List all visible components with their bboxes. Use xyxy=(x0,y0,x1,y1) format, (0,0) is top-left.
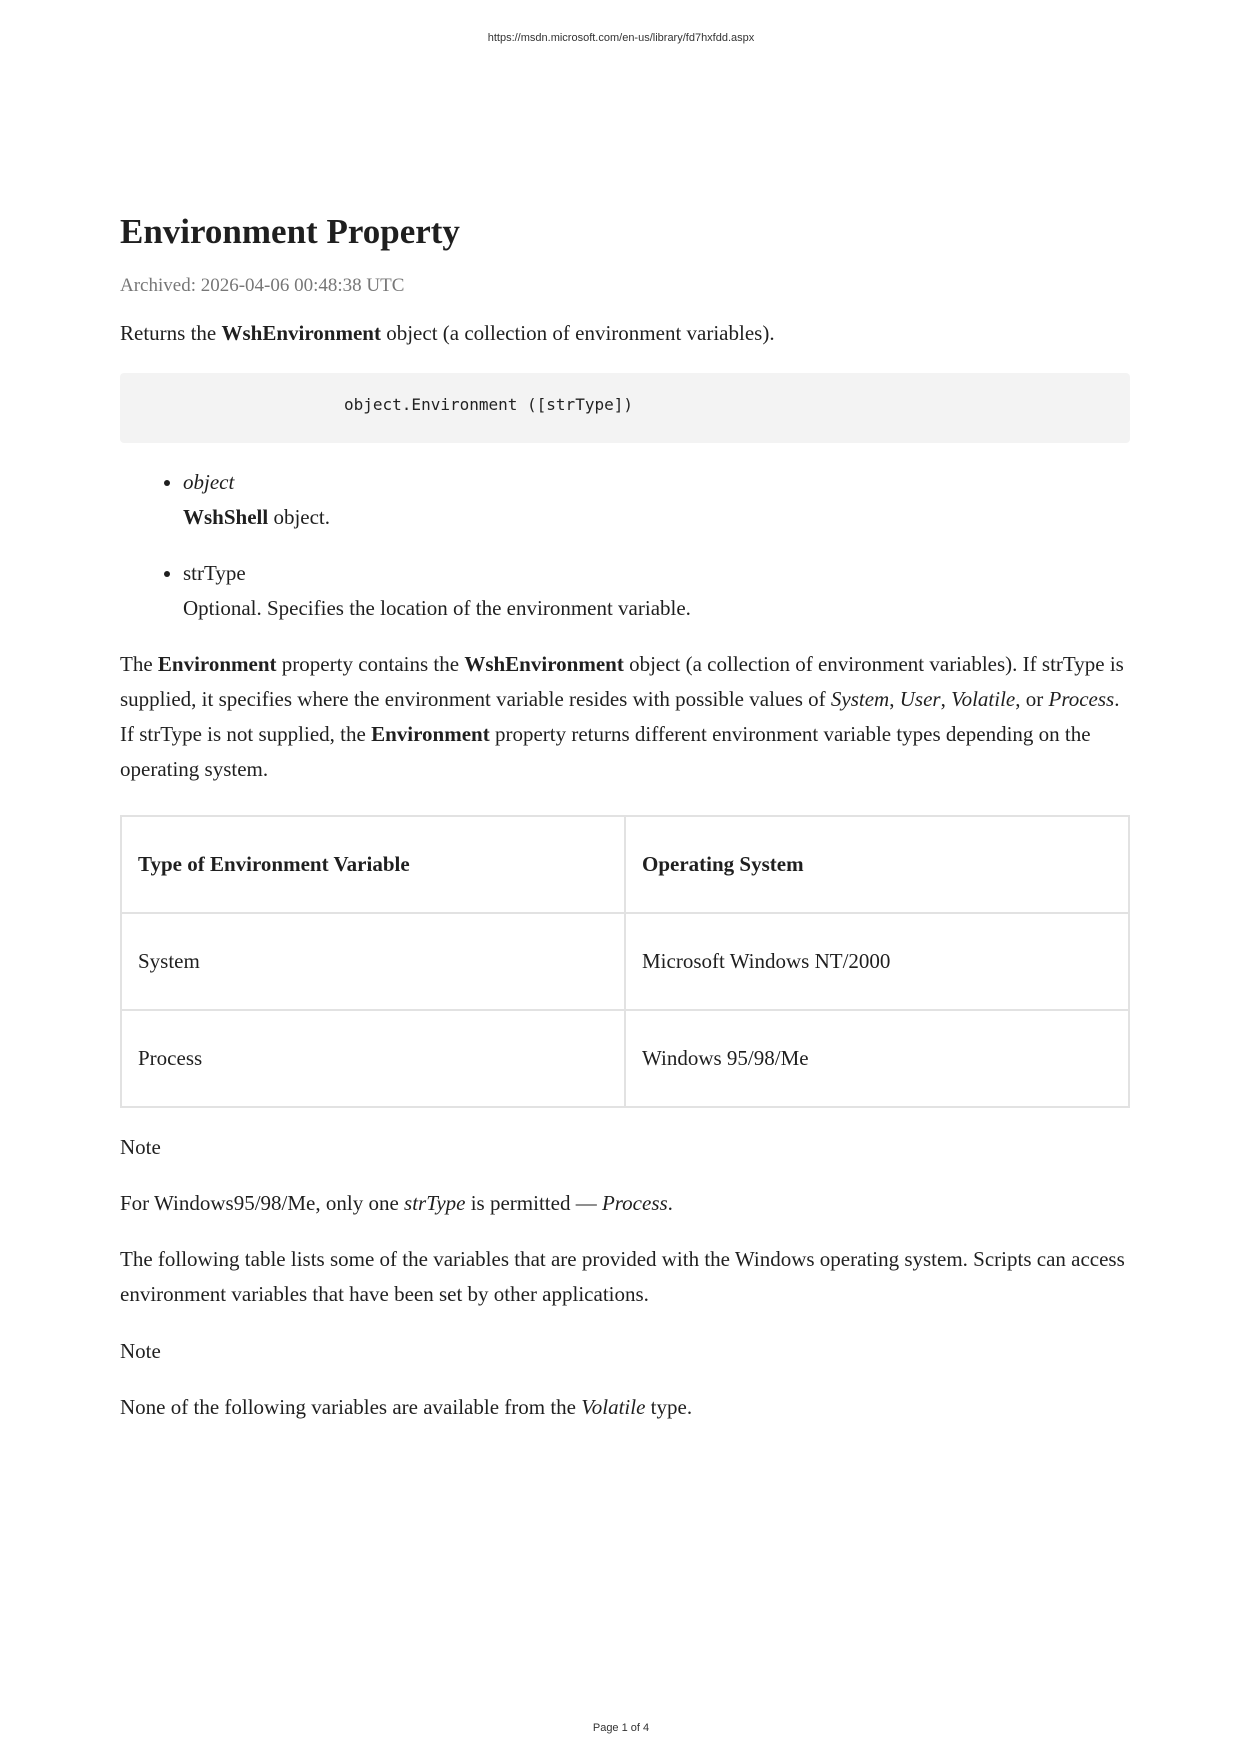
remarks-paragraph: The Environment property contains the WshEnvironment object (a collection of environment variables). If strType is supplied, it specifies where the environment variable resides with possible values of System, User, Volatile, or Process. If strType is not supplied, the Environment property returns different environment variable types depending on the operating system. xyxy=(120,652,1124,781)
page-number: Page 1 of 4 xyxy=(592,1722,650,1734)
note-label: Note xyxy=(120,1339,161,1363)
note-label: Note xyxy=(120,1135,161,1159)
table-row xyxy=(121,1010,1129,1107)
table-cell: System xyxy=(121,913,625,1010)
param-name: • strType xyxy=(183,561,246,585)
param-item-strtype xyxy=(183,556,1130,626)
table-cell: Microsoft Windows NT/2000 xyxy=(625,913,1129,1010)
param-item-object xyxy=(183,465,1130,535)
parameter-list xyxy=(120,465,1130,626)
variables-intro-paragraph: The following table lists some of the variables that are provided with the Windows operating system. Scripts can access environment variables that have been set by other applications. xyxy=(120,1247,1125,1306)
param-name: • object xyxy=(183,470,235,494)
param-description: WshShell object. xyxy=(183,505,331,529)
table-header-cell: Operating System xyxy=(625,816,1129,913)
param-description: Optional. Specifies the location of the environment variable. xyxy=(183,596,691,620)
table-header-row xyxy=(121,816,1129,913)
archived-timestamp: Archived: 2026-04-06 00:48:38 UTC xyxy=(120,275,405,296)
table-row xyxy=(121,913,1129,1010)
syntax-block xyxy=(120,373,1130,443)
environment-type-table xyxy=(120,815,1130,1108)
intro-paragraph: Returns the WshEnvironment object (a collection of environment variables). xyxy=(120,321,775,345)
note-text: None of the following variables are available from the Volatile type. xyxy=(120,1395,693,1419)
table-header-cell: Type of Environment Variable xyxy=(121,816,625,913)
table-cell: Windows 95/98/Me xyxy=(625,1010,1129,1107)
page-url: https://msdn.microsoft.com/en-us/library/fd7hxfdd.aspx xyxy=(487,32,755,44)
article-content xyxy=(120,210,1130,1425)
page-title: Environment Property xyxy=(120,212,460,251)
syntax-code: object.Environment ([strType]) xyxy=(344,395,633,414)
table-cell: Process xyxy=(121,1010,625,1107)
note-text: For Windows95/98/Me, only one strType is permitted — Process. xyxy=(120,1191,673,1215)
